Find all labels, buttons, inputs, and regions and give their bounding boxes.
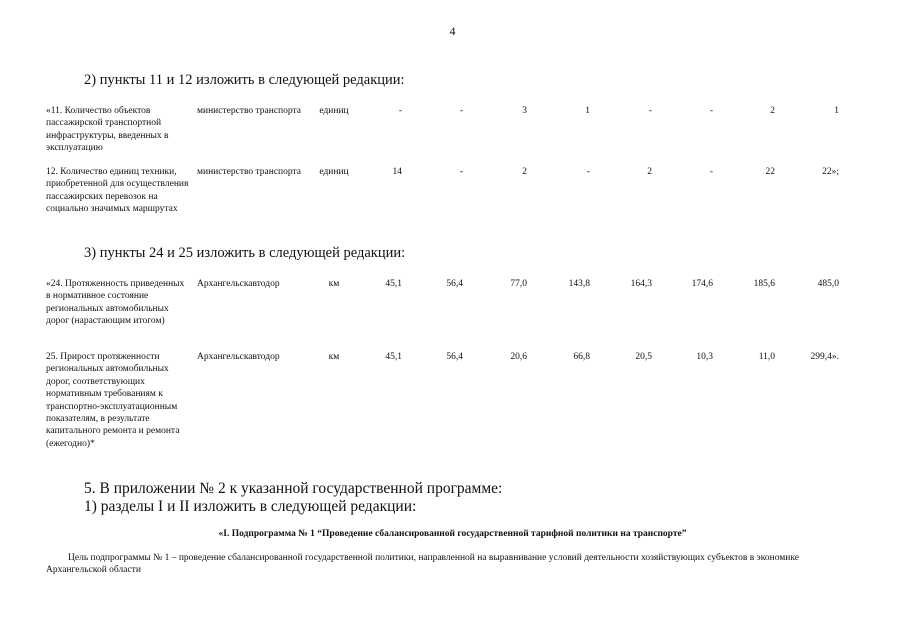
value-cell: - <box>709 167 713 177</box>
responsible-org: Архангельскавтодор <box>197 352 280 362</box>
value-cell: 2 <box>647 167 652 177</box>
responsible-org: министерство транспорта <box>197 167 301 177</box>
value-cell: 45,1 <box>385 279 402 289</box>
value-cell: 77,0 <box>510 279 527 289</box>
indicator-name: «24. Протяженность приведенных в нормативное состояние региональных автомобильных дорог (нарастающим итогом) <box>46 279 185 327</box>
value-cell: - <box>586 167 590 177</box>
value-cell: 56,4 <box>446 279 463 289</box>
value-cell: - <box>459 106 463 116</box>
value-cell: 143,8 <box>568 279 590 289</box>
value-cell: - <box>648 106 652 116</box>
value-cell: - <box>398 106 402 116</box>
value-cell: 22»; <box>822 167 839 177</box>
indicator-name: «11. Количество объектов пассажирской транспортной инфраструктуры, введенных в эксплуатацию <box>46 106 169 154</box>
indicator-name: 12. Количество единиц техники, приобретенной для осуществления пассажирских перевозок на социально значимых маршрутах <box>46 167 189 215</box>
value-cell: 485,0 <box>817 279 839 289</box>
value-cell: 2 <box>522 167 527 177</box>
unit: км <box>328 352 340 362</box>
value-cell: 56,4 <box>446 352 463 362</box>
section-heading-3: 3) пункты 24 и 25 изложить в следующей редакции: <box>84 245 406 261</box>
subprogram-goal: Цель подпрограммы № 1 – проведение сбалансированной государственной политики, направленной на выравнивание условий деятельности хозяйствующих субъектов в экономике Архангельской области <box>46 553 799 576</box>
value-cell: 299,4». <box>810 352 839 362</box>
value-cell: 11,0 <box>758 352 775 362</box>
section-heading-2: 2) пункты 11 и 12 изложить в следующей редакции: <box>84 72 405 88</box>
value-cell: 14 <box>392 167 402 177</box>
value-cell: 185,6 <box>753 279 775 289</box>
value-cell: - <box>459 167 463 177</box>
section-heading-5: 5. В приложении № 2 к указанной государственной программе: <box>84 480 503 497</box>
value-cell: 20,6 <box>510 352 527 362</box>
responsible-org: министерство транспорта <box>197 106 301 116</box>
section-heading-5-1: 1) разделы I и II изложить в следующей редакции: <box>84 498 417 515</box>
value-cell: 66,8 <box>573 352 590 362</box>
unit: км <box>328 279 340 289</box>
value-cell: 22 <box>765 167 775 177</box>
page-number: 4 <box>449 24 456 38</box>
value-cell: 164,3 <box>630 279 652 289</box>
value-cell: 2 <box>770 106 775 116</box>
value-cell: 174,6 <box>691 279 713 289</box>
value-cell: - <box>709 106 713 116</box>
value-cell: 3 <box>522 106 527 116</box>
value-cell: 10,3 <box>696 352 713 362</box>
subprogram-title: «I. Подпрограмма № 1 “Проведение сбалансированной государственной тарифной политики на транспорте” <box>218 529 687 539</box>
value-cell: 1 <box>585 106 590 116</box>
unit: единиц <box>319 167 349 177</box>
responsible-org: Архангельскавтодор <box>197 279 280 289</box>
value-cell: 1 <box>834 106 839 116</box>
indicator-name: 25. Прирост протяженности региональных автомобильных дорог, соответствующих нормативным требованиям к транспортно-эксплуатационным показателям, в результате капитального ремонта и ремонта (ежегодно)* <box>46 352 180 449</box>
value-cell: 20,5 <box>635 352 652 362</box>
unit: единиц <box>319 106 349 116</box>
value-cell: 45,1 <box>385 352 402 362</box>
